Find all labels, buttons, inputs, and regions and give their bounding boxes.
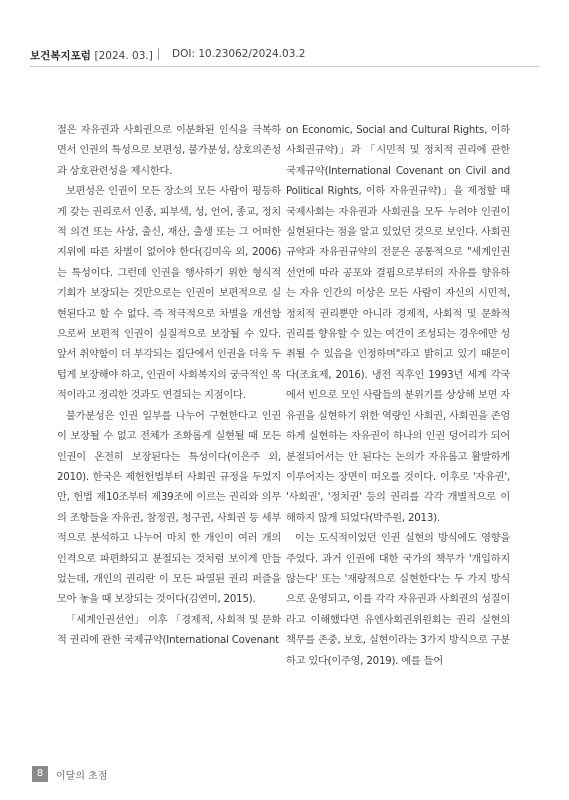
paragraph: 「세계인권선언」 이후 「경제적, 사회적 및 문화적 권리에 관한 국제규약(International Covenant [57,614,281,647]
journal-name: 보건복지포럼 [30,50,91,62]
paragraph: 이는 도식적이었던 인권 실현의 방식에도 영향을 주었다. 과거 인권에 대한 국가의 책무가 '개입하지 않는다' 또는 '재량적으로 실현한다'는 두 가지 방식으로 운영되고, 이를 각각 자유권과 사회권의 성질이라고 이해했다면 유엔사회권위원회는 권리 실현의 책무를 존중, 보호, 실현이라는 3가지 방식으로 구분하고 있다(이주영, 2019). 예를 들어 [286,533,510,667]
page-header [30,42,539,70]
section-name: 이달의 초점 [56,771,108,782]
journal-issue: [2024. 03.] [94,50,153,62]
paragraph: on Economic, Social and Cultural Rights, 이하 사회권규약)」과 「시민적 및 정치적 권리에 관한 국제규약(International Covenant on Civil and Political Rights, 이하 자유권규약)」을 제정할 때 국제사회는 자유권과 사회권을 모두 누려야 인권이 실현된다는 점을 알고 있었던 것으로 보인다. 사회권규약과 자유권규약의 전문은 공통적으로 "세계인권선언에 따라 공포와 결핍으로부터의 자유를 향유하는 자유 인간의 이상은 모든 사람이 자신의 시민적, 정치적 권리뿐만 아니라 경제적, 사회적 및 문화적 권리를 향유할 수 있는 여건이 조성되는 경우에만 성취될 수 있음을 인정하며"라고 밝히고 있기 때문이다(조효제, 2016). 냉전 직후인 1993년 세계 각국에서 빈으로 모인 사람들의 분위기를 상상해 보면 자유권을 실현하기 위한 역량인 사회권, 사회권을 존엄하게 실현하는 자유권이 하나의 인권 덩어리가 되어 분절되어서는 안 된다는 논의가 자유롭고 활발하게 이루어지는 장면이 떠오를 것이다. 이후로 '자유권', '사회권', '정치권' 등의 권리를 각각 개별적으로 이해하지 않게 되었다(박주원, 2013). [286,125,510,524]
paragraph: 절은 자유권과 사회권으로 이분화된 인식을 극복하면서 인권의 특성으로 보편성, 불가분성, 상호의존성과 상호관련성을 제시한다. [57,125,281,177]
doi-text: DOI: 10.23062/2024.03.2 [172,48,306,60]
left-column [57,121,281,652]
paragraph: 보편성은 인권이 모든 장소의 모든 사람이 평등하게 갖는 권리로서 인종, 피부색, 성, 언어, 종교, 정치적 의견 또는 사상, 출신, 재산, 출생 또는 그 어떠한 지위에 따른 차별이 없어야 한다(김미옥 외, 2006)는 특성이다. 그런데 인권을 행사하기 위한 형식적 기회가 보장되는 것만으로는 인권이 보편적으로 실현된다고 할 수 없다. 즉 적극적으로 차별을 개선함으로써 보편적 인권이 실질적으로 보장될 수 있다. 앞서 취약함이 더 부각되는 집단에서 인권을 더욱 두텁게 보장해야 하고, 인권이 사회복지의 궁극적인 목적이라고 정리한 것과도 연결되는 지점이다. [57,186,281,402]
paragraph: 불가분성은 인권 일부를 나누어 구현한다고 인권이 보장될 수 없고 전체가 조화롭게 실현될 때 모든 인권이 온전히 보장된다는 특성이다(이은주 외, 2010). 한국은 제헌헌법부터 사회권 규정을 두었지만, 헌법 제10조부터 제39조에 이르는 권리와 의무의 조항들을 자유권, 참정권, 청구권, 사회권 등 세부적으로 분석하고 나누어 마치 한 개인이 여러 개의 인격으로 파편화되고 분절되는 것처럼 보이게 만들었는데, 개인의 권리란 이 모든 파열된 권리 퍼즐을 모아 놓을 때 보장되는 것이다(김연미, 2015). [57,410,281,606]
page-number: 8 [32,766,48,782]
right-column [286,121,510,672]
header-rule [30,66,539,67]
journal-title [30,48,153,63]
header-separator [158,48,159,60]
